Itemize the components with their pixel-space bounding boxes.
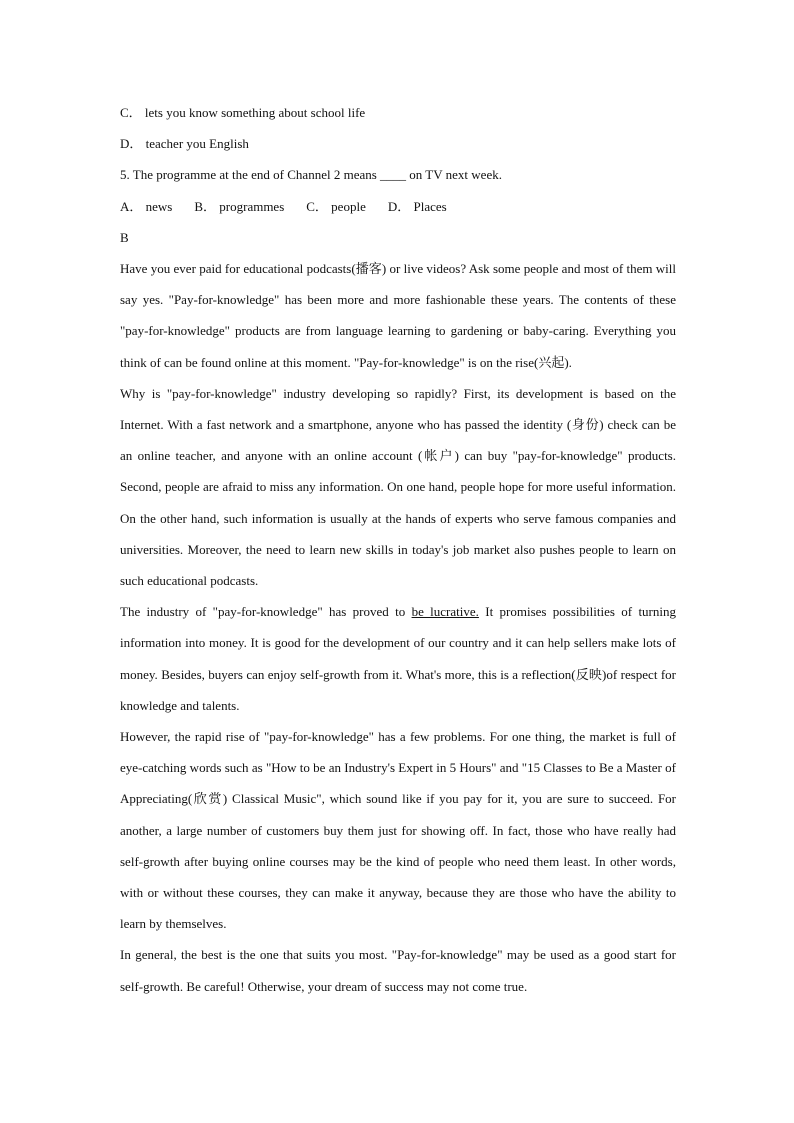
question5-option-b: B． programmes xyxy=(194,198,285,214)
question5-option-a: A． news xyxy=(120,198,173,214)
passage-paragraph-3 xyxy=(120,596,676,721)
passage-paragraph-4: However, the rapid rise of "pay-for-knowledge" has a few problems. For one thing, the market is full of eye-catching words such as "How to be an Industry's Expert in 5 Hours" and "15 Classes to Be a Master of Appreciating(欣赏) Classical Music", which sound like if you pay for it, you are sure to succeed. For another, a large number of customers buy them just for showing off. In fact, those who have really had self-growth after buying online courses may be the kind of people who need them least. In other words, with or without these courses, they can make it anyway, because they are those who have the ability to learn by themselves. xyxy=(120,729,676,932)
underlined-phrase: be lucrative. xyxy=(411,604,479,620)
paragraph-3-rest: It promises possibilities of turning information into money. It is good for the development of our country and it can help sellers make lots of money. Besides, buyers can enjoy self-growth from it. What's more, this is a reflection(反映)of respect for knowledge and talents. xyxy=(120,604,676,713)
passage-paragraph-5: In general, the best is the one that suits you most. "Pay-for-knowledge" may be used as a good start for self-growth. Be careful! Otherwise, your dream of success may not come true. xyxy=(120,947,676,994)
paragraph-3-lead: The industry of "pay-for-knowledge" has proved to xyxy=(120,604,412,620)
question4-option-c: C． lets you know something about school life xyxy=(120,105,366,120)
question5-option-d: D． Places xyxy=(387,198,447,214)
question5-option-c: C． people xyxy=(306,198,366,214)
question5-stem: 5. The programme at the end of Channel 2 means ____ on TV next week. xyxy=(120,167,502,183)
passage-paragraph-1: Have you ever paid for educational podcasts(播客) or live videos? Ask some people and most of them will say yes. "Pay-for-knowledge" has been more and more fashionable these years. The contents of these "pay-for-knowledge" products are from language learning to gardening or baby-caring. Everything you think of can be found online at this moment. "Pay-for-knowledge" is on the rise(兴起). xyxy=(120,261,676,370)
question5-options xyxy=(120,191,676,222)
document-page xyxy=(120,97,676,1002)
question4-option-d: D． teacher you English xyxy=(120,136,249,152)
passage-paragraph-2: Why is "pay-for-knowledge" industry developing so rapidly? First, its development is based on the Internet. With a fast network and a smartphone, anyone who has passed the identity (身份) check can be an online teacher, and anyone with an online account (帐户) can buy "pay-for-knowledge" products. Second, people are afraid to miss any information. On one hand, people hope for more useful information. On the other hand, such information is usually at the hands of experts who serve famous companies and universities. Moreover, the need to learn new skills in today's job market also pushes people to learn on such educational podcasts. xyxy=(120,385,676,589)
section-label: B xyxy=(120,229,129,245)
